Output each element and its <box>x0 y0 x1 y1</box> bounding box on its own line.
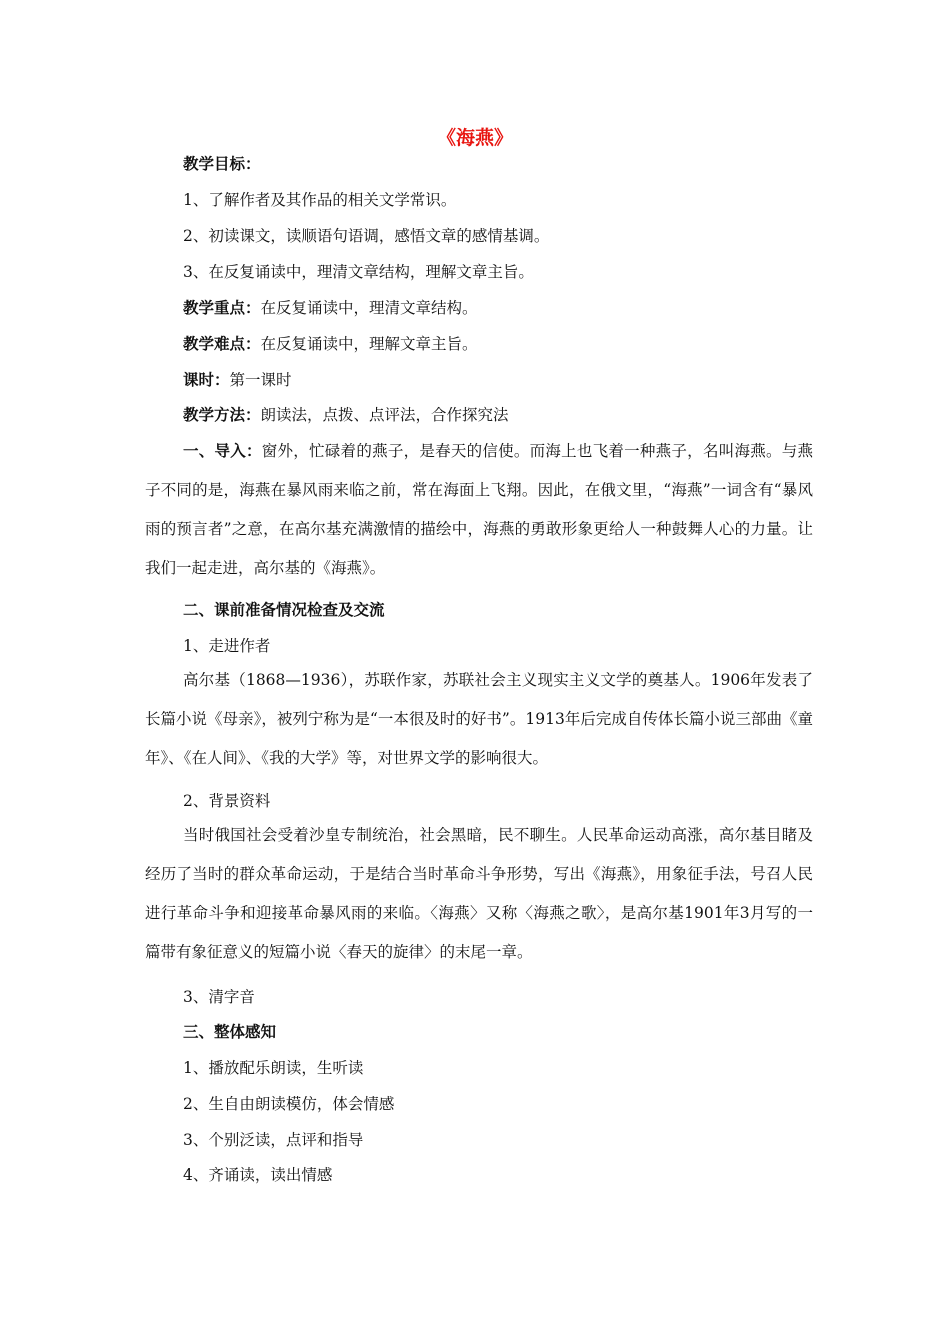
background-paragraph: 当时俄国社会受着沙皇专制统治，社会黑暗，民不聊生。人民革命运动高涨，高尔基目睹及经历了当时的群众革命运动，于是结合当时革命斗争形势，写出《海燕》，用象征手法，号召人民进行革命斗争和迎接革命暴风雨的来临。〈海燕〉又称〈海燕之歌〉，是高尔基1901年3月写的一篇带有象征意义的短篇小说〈春天的旋律〉的末尾一章。 <box>145 826 813 961</box>
objective-item: 3、在反复诵读中，理清文章结构，理解文章主旨。 <box>183 263 534 281</box>
step-item: 1、播放配乐朗读，生听读 <box>183 1059 364 1077</box>
period-text: 第一课时 <box>229 371 292 389</box>
class-period <box>183 368 292 392</box>
objective-item: 2、初读课文，读顺语句语调，感悟文章的感情基调。 <box>183 227 550 245</box>
step-item: 4、齐诵读，读出情感 <box>183 1166 333 1184</box>
method-text: 朗读法，点拨、点评法，合作探究法 <box>260 406 509 424</box>
difficulty-label: 教学难点： <box>183 335 261 353</box>
key-point <box>183 296 478 320</box>
sub-heading-author: 1、走进作者 <box>183 637 271 655</box>
sub-heading-background: 2、背景资料 <box>183 792 271 810</box>
section3-heading: 三、整体感知 <box>183 1023 277 1041</box>
key-point-label: 教学重点： <box>183 299 261 317</box>
author-paragraph: 高尔基（1868—1936），苏联作家，苏联社会主义现实主义文学的奠基人。1906年发表了长篇小说《母亲》，被列宁称为是“一本很及时的好书”。1913年后完成自传体长篇小说三部曲《童年》、《在人间》、《我的大学》等，对世界文学的影响很大。 <box>145 671 813 767</box>
section1-text: 窗外，忙碌着的燕子，是春天的信使。而海上也飞着一种燕子，名叫海燕。与燕子不同的是，海燕在暴风雨来临之前，常在海面上飞翔。因此，在俄文里，“海燕”一词含有“暴风雨的预言者”之意，在高尔基充满激情的描绘中，海燕的勇敢形象更给人一种鼓舞人心的力量。让我们一起走进，高尔基的《海燕》。 <box>145 442 813 577</box>
objectives-heading: 教学目标： <box>183 155 261 173</box>
key-point-text: 在反复诵读中，理清文章结构。 <box>260 299 478 317</box>
difficulty <box>183 332 478 356</box>
teaching-method <box>183 403 509 427</box>
method-label: 教学方法： <box>183 406 261 424</box>
document-title: 《海燕》 <box>436 127 513 149</box>
period-label: 课时： <box>183 371 230 389</box>
introduction-paragraph <box>145 432 813 588</box>
section1-label: 一、导入： <box>183 442 262 460</box>
step-item: 3、个别泛读，点评和指导 <box>183 1131 364 1149</box>
difficulty-text: 在反复诵读中，理解文章主旨。 <box>260 335 478 353</box>
step-item: 2、生自由朗读模仿，体会情感 <box>183 1095 395 1113</box>
objective-item: 1、了解作者及其作品的相关文学常识。 <box>183 191 457 209</box>
sub-heading-pronunciation: 3、清字音 <box>183 988 255 1006</box>
section2-heading: 二、课前准备情况检查及交流 <box>183 601 385 619</box>
